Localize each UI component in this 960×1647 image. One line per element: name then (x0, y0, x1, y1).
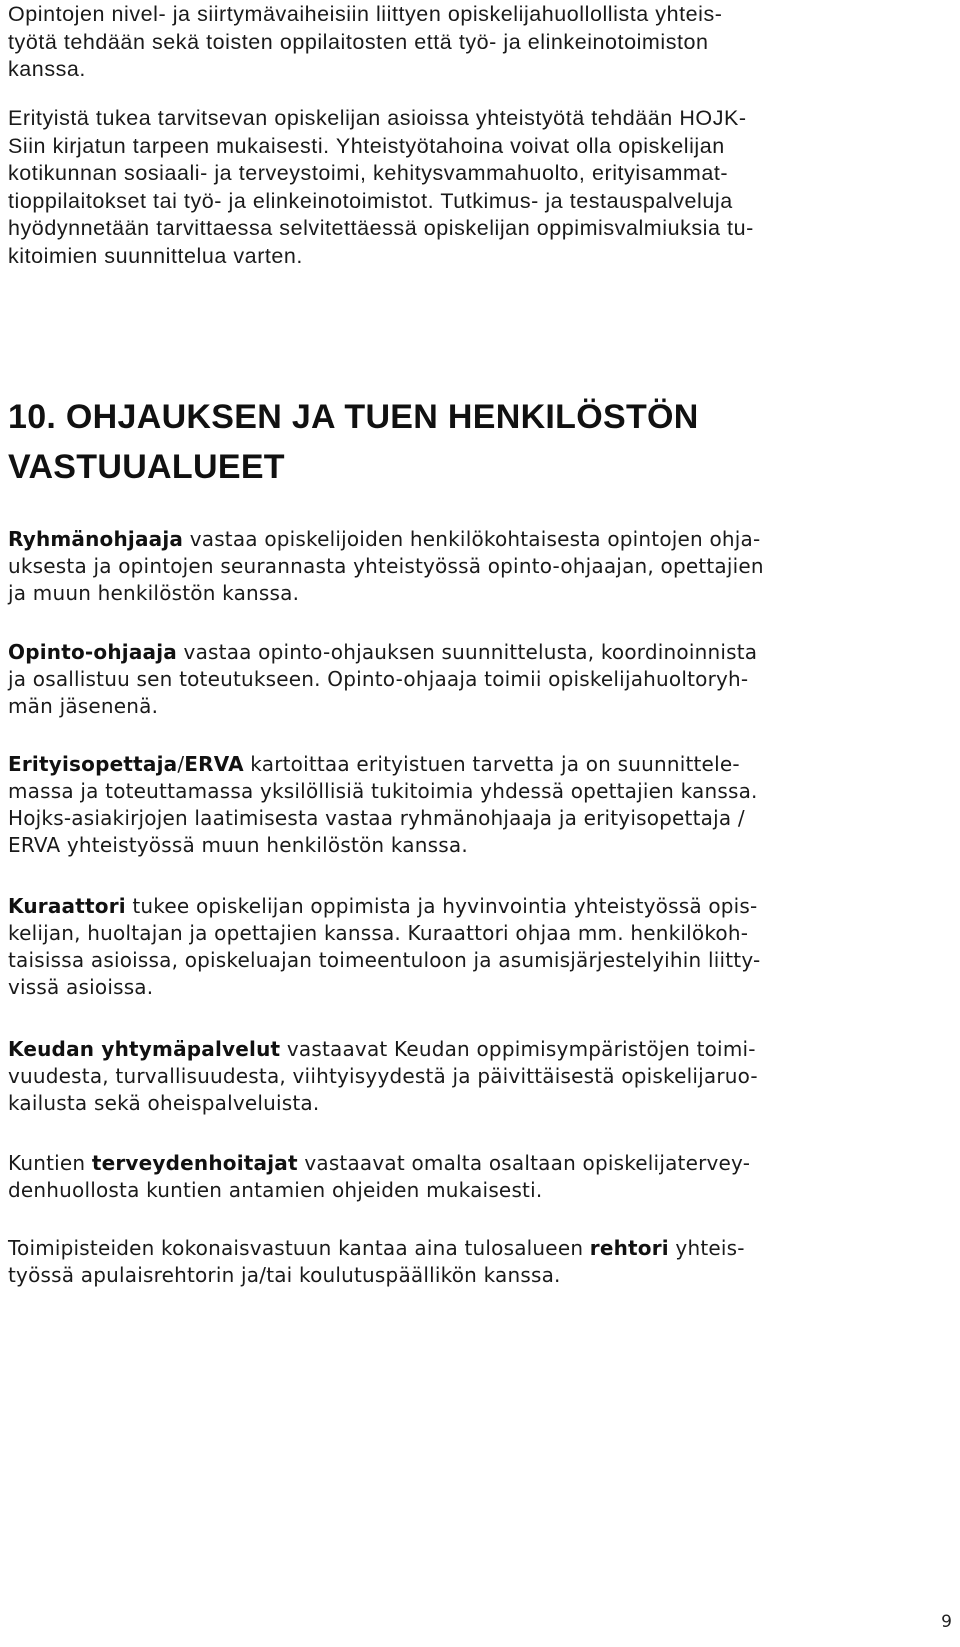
text-line: uksesta ja opintojen seurannasta yhteistyössä opinto-ohjaajan, opettajien (8, 554, 764, 578)
text-fragment: Kuntien (8, 1151, 92, 1175)
text-fragment: vastaa opinto-ohjauksen suunnittelusta, koordinoinnista (177, 640, 758, 664)
role-term: Keudan yhtymäpalvelut (8, 1037, 281, 1061)
text-fragment: yhteis- (668, 1236, 745, 1260)
text-fragment: vastaavat omalta osaltaan opiskelijatervey- (297, 1151, 751, 1175)
role-terveydenhoitajat (8, 1150, 750, 1204)
text-line: työtä tehdään sekä toisten oppilaitosten että työ- ja elinkeinotoimiston (8, 29, 709, 54)
role-term: ERVA (184, 752, 244, 776)
role-term: Erityisopettaja (8, 752, 178, 776)
text-line: massa ja toteuttamassa yksilöllisiä tukitoimia yhdessä opettajien kanssa. (8, 779, 758, 803)
text-line: män jäsenenä. (8, 694, 159, 718)
text-line: Opintojen nivel- ja siirtymävaiheisiin liittyen opiskelijahuollollista yhteis- (8, 2, 723, 26)
text-line: denhuollosta kuntien antamien ohjeiden mukaisesti. (8, 1178, 543, 1202)
text-line: kelijan, huoltajan ja opettajien kanssa. Kuraattori ohjaa mm. henkilökoh- (8, 921, 749, 945)
text-fragment: kartoittaa erityistuen tarvetta ja on suunnittele- (243, 752, 740, 776)
text-line: Hojks-asiakirjojen laatimisesta vastaa ryhmänohjaaja ja erityisopettaja / (8, 806, 745, 830)
text-line: kailusta sekä oheispalveluista. (8, 1091, 320, 1115)
text-fragment: vastaavat Keudan oppimisympäristöjen toimi- (280, 1037, 756, 1061)
text-line: kanssa. (8, 57, 86, 81)
role-rehtori (8, 1235, 745, 1289)
text-line: työssä apulaisrehtorin ja/tai koulutuspäällikön kanssa. (8, 1263, 561, 1287)
text-line: kitoimien suunnittelua varten. (8, 243, 303, 268)
text-line: kotikunnan sosiaali- ja terveystoimi, kehitysvammahuolto, erityisammat- (8, 161, 729, 185)
role-ryhmanohjaaja (8, 526, 764, 607)
role-term: rehtori (589, 1236, 669, 1260)
intro-paragraph-2 (8, 105, 754, 270)
text-line: tioppilaitokset tai työ- ja elinkeinotoimistot. Tutkimus- ja testauspalveluja (8, 188, 733, 213)
page-number: 9 (941, 1612, 952, 1632)
text-fragment: tukee opiskelijan oppimista ja hyvinvointia yhteistyössä opis- (125, 894, 758, 918)
text-line: ja osallistuu sen toteutukseen. Opinto-ohjaaja toimii opiskelijahuoltoryh- (8, 667, 749, 691)
text-line: hyödynnetään tarvittaessa selvitettäessä opiskelijan oppimisvalmiuksia tu- (8, 216, 754, 240)
text-line: vuudesta, turvallisuudesta, viihtyisyydestä ja päivittäisestä opiskelijaruo- (8, 1064, 758, 1088)
role-term: Opinto-ohjaaja (8, 640, 177, 664)
heading-line-2: VASTUUALUEET (8, 448, 285, 486)
role-erityisopettaja (8, 751, 758, 859)
role-keudan-yhtymapalvelut (8, 1036, 758, 1117)
section-heading (8, 392, 699, 492)
text-line: vissä asioissa. (8, 975, 154, 999)
slash-separator: / (177, 752, 185, 776)
role-kuraattori (8, 893, 760, 1001)
text-line: taisissa asioissa, opiskeluajan toimeentuloon ja asumisjärjestelyihin liitty- (8, 948, 761, 972)
text-line: ja muun henkilöstön kanssa. (8, 581, 300, 605)
text-line: Siin kirjatun tarpeen mukaisesti. Yhteistyötahoina voivat olla opiskelijan (8, 133, 725, 158)
role-opinto-ohjaaja (8, 639, 757, 720)
heading-line-1: 10. OHJAUKSEN JA TUEN HENKILÖSTÖN (8, 398, 699, 436)
text-fragment: vastaa opiskelijoiden henkilökohtaisesta opintojen ohja- (183, 527, 761, 551)
intro-paragraph-1 (8, 1, 722, 84)
role-term: terveydenhoitajat (91, 1151, 298, 1175)
role-term: Ryhmänohjaaja (8, 527, 184, 551)
text-line: Erityistä tukea tarvitsevan opiskelijan asioissa yhteistyötä tehdään HOJK- (8, 106, 747, 130)
text-fragment: Toimipisteiden kokonaisvastuun kantaa aina tulosalueen (8, 1236, 590, 1260)
text-line: ERVA yhteistyössä muun henkilöstön kanssa. (8, 833, 468, 857)
role-term: Kuraattori (8, 894, 126, 918)
